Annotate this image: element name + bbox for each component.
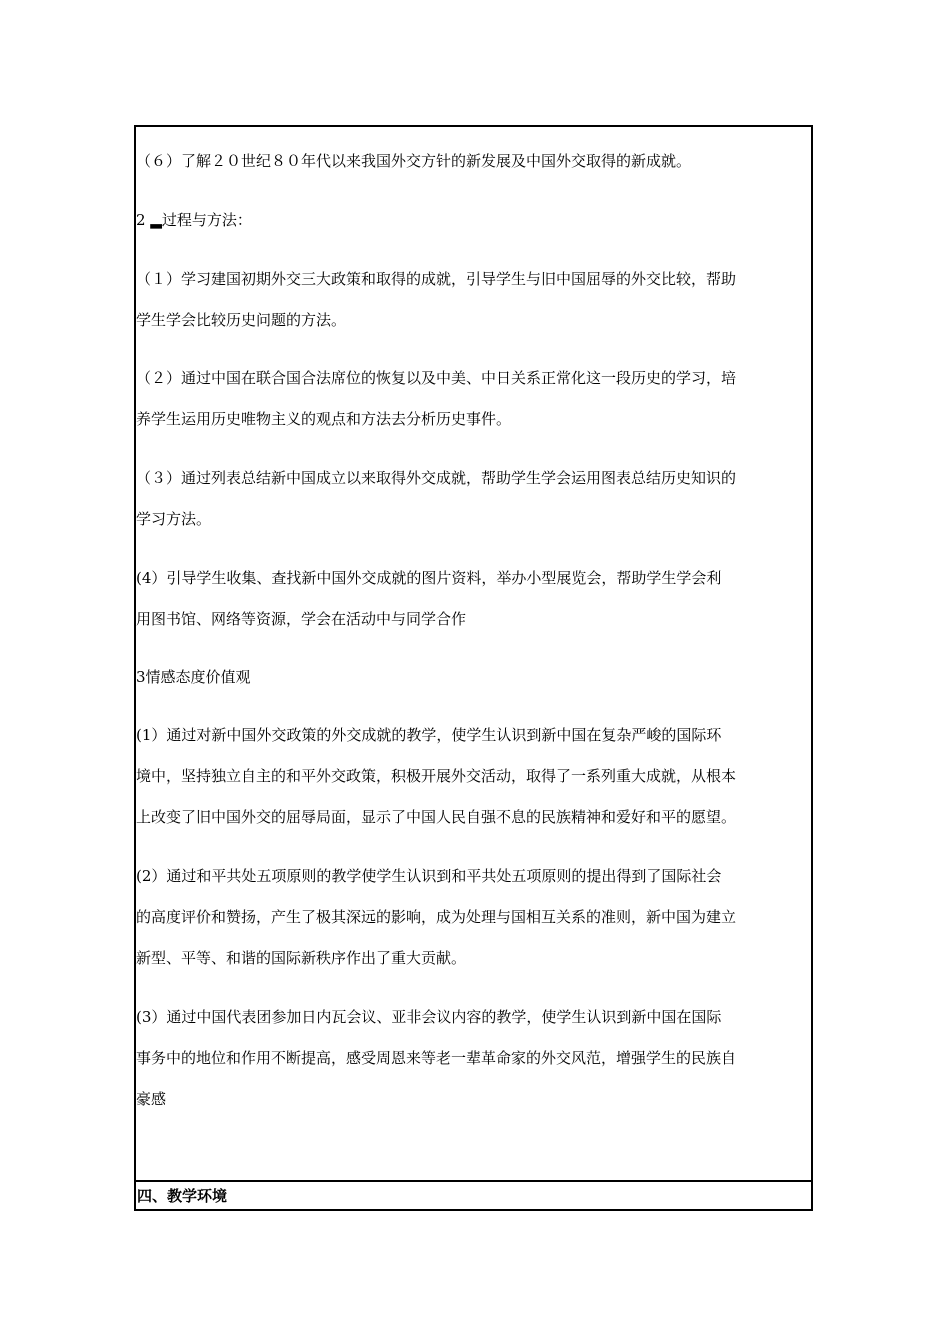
emotion-item-3-line-2: 事务中的地位和作用不断提高，感受周恩来等老一辈革命家的外交风范，增强学生的民族自	[136, 1049, 737, 1067]
process-item-2-line-2: 养学生运用历史唯物主义的观点和方法去分析历史事件。	[136, 410, 512, 428]
emotion-item-1	[136, 715, 804, 838]
process-item-4-line-2: 用图书馆、网络等资源，学会在活动中与同学合作	[136, 610, 467, 628]
process-item-2	[136, 358, 804, 440]
emotion-item-2	[136, 856, 804, 979]
emotion-item-1-line-3: 上改变了旧中国外交的屈辱局面，显示了中国人民自强不息的民族精神和爱好和平的愿望。	[136, 808, 737, 826]
emotion-heading	[136, 657, 804, 698]
emotion-item-2-line-2: 的高度评价和赞扬，产生了极其深远的影响，成为处理与国相互关系的准则，新中国为建立	[136, 908, 737, 926]
process-item-3-line-2: 学习方法。	[136, 510, 212, 528]
emotion-item-3-line-1: (3）通过中国代表团参加日内瓦会议、亚非会议内容的教学，使学生认识到新中国在国际	[136, 1008, 722, 1026]
emotion-item-1-line-1: (1）通过对新中国外交政策的外交成就的教学，使学生认识到新中国在复杂严峻的国际环	[136, 726, 722, 744]
process-item-4-line-1: (4）引导学生收集、查找新中国外交成就的图片资料，举办小型展览会，帮助学生学会利	[136, 569, 722, 587]
emotion-item-3-line-3: 豪感	[136, 1090, 167, 1108]
objective-item-6	[136, 141, 804, 182]
process-item-1-line-1: （１）学习建国初期外交三大政策和取得的成就，引导学生与旧中国屈辱的外交比较，帮助	[136, 270, 737, 288]
process-item-4	[136, 558, 804, 640]
emotion-item-3	[136, 997, 804, 1120]
emotion-item-2-line-3: 新型、平等、和谐的国际新秩序作出了重大贡献。	[136, 949, 467, 967]
objective-item-6-line: （６）了解２０世纪８０年代以来我国外交方针的新发展及中国外交取得的新成就。	[136, 152, 692, 170]
process-item-1-line-2: 学生学会比较历史问题的方法。	[136, 311, 347, 329]
emotion-item-1-line-2: 境中，坚持独立自主的和平外交政策，积极开展外交活动，取得了一系列重大成就，从根本	[136, 767, 737, 785]
process-method-heading	[136, 200, 804, 241]
process-item-2-line-1: （２）通过中国在联合国合法席位的恢复以及中美、中日关系正常化这一段历史的学习，培	[136, 369, 737, 387]
process-item-1	[136, 259, 804, 341]
section-4-title: 四、教学环境	[137, 1187, 228, 1205]
document-table	[134, 125, 813, 1211]
objectives-cell	[136, 127, 811, 1182]
process-item-3	[136, 458, 804, 540]
emotion-item-2-line-1: (2）通过和平共处五项原则的教学使学生认识到和平共处五项原则的提出得到了国际社会	[136, 867, 722, 885]
emotion-heading-text: 3情感态度价值观	[136, 668, 251, 686]
process-item-3-line-1: （３）通过列表总结新中国成立以来取得外交成就，帮助学生学会运用图表总结历史知识的	[136, 469, 737, 487]
process-method-heading-text: 2 ▂过程与方法：	[136, 211, 252, 229]
